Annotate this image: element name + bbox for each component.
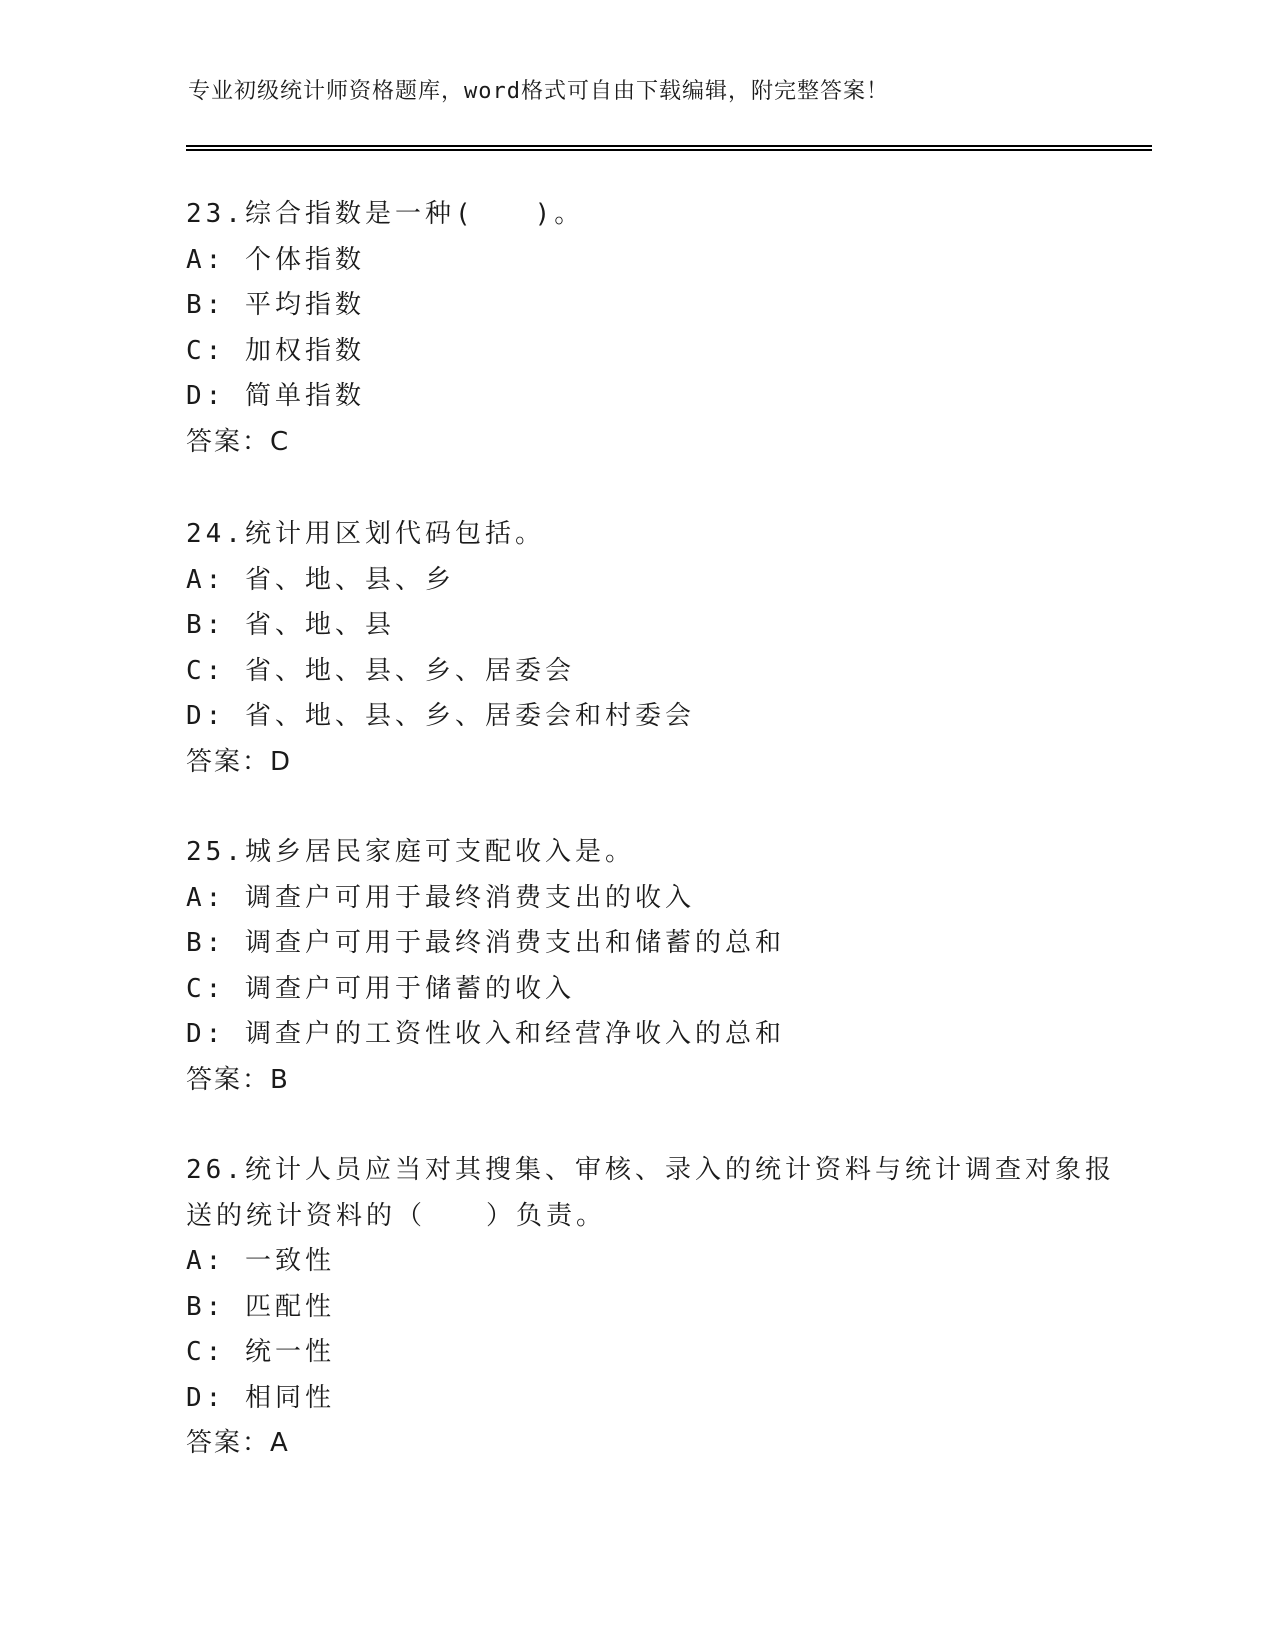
option-a: A: 一致性 <box>186 1246 335 1276</box>
answer: 答案：D <box>186 746 293 777</box>
question-stem-continued: 送的统计资料的（ ）负责。 <box>186 1200 607 1231</box>
answer: 答案：B <box>186 1064 290 1095</box>
option-d: D: 调查户的工资性收入和经营净收入的总和 <box>186 1019 785 1049</box>
question-stem: 25.城乡居民家庭可支配收入是。 <box>186 837 635 867</box>
header-divider <box>186 145 1152 151</box>
option-a: A: 省、地、县、乡 <box>186 564 455 595</box>
page-header: 专业初级统计师资格题库，word格式可自由下载编辑，附完整答案！ <box>188 79 889 104</box>
question-24 <box>186 512 1086 785</box>
option-b: B: 匹配性 <box>186 1291 335 1322</box>
option-c: C: 加权指数 <box>186 335 365 366</box>
question-25 <box>186 830 1086 1103</box>
answer: 答案：A <box>186 1428 290 1458</box>
option-d: D: 省、地、县、乡、居委会和村委会 <box>186 701 695 731</box>
answer: 答案：C <box>186 426 291 457</box>
option-a: A: 个体指数 <box>186 244 365 275</box>
question-stem: 26.统计人员应当对其搜集、审核、录入的统计资料与统计调查对象报 <box>186 1155 1115 1185</box>
option-c: C: 省、地、县、乡、居委会 <box>186 655 575 686</box>
option-c: C: 调查户可用于储蓄的收入 <box>186 973 575 1004</box>
question-stem: 23.综合指数是一种( )。 <box>186 199 585 229</box>
option-b: B: 调查户可用于最终消费支出和储蓄的总和 <box>186 928 785 958</box>
option-d: D: 简单指数 <box>186 381 365 411</box>
option-d: D: 相同性 <box>186 1382 335 1413</box>
option-b: B: 平均指数 <box>186 290 365 320</box>
question-stem: 24.统计用区划代码包括。 <box>186 519 545 549</box>
question-26 <box>186 1148 1115 1467</box>
question-23 <box>186 192 1086 465</box>
option-c: C: 统一性 <box>186 1337 335 1367</box>
option-b: B: 省、地、县 <box>186 610 395 640</box>
option-a: A: 调查户可用于最终消费支出的收入 <box>186 882 695 913</box>
